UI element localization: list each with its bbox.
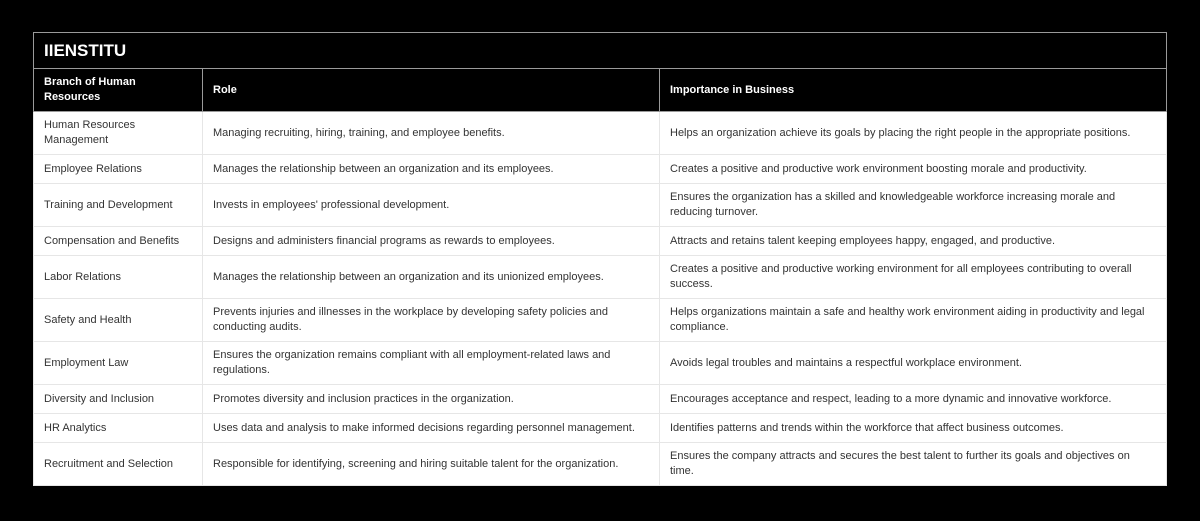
importance-cell: Attracts and retains talent keeping employees happy, engaged, and productive. — [660, 227, 1167, 256]
table-row — [34, 299, 1167, 342]
branch-cell: Employee Relations — [34, 155, 203, 184]
branch-cell: HR Analytics — [34, 414, 203, 443]
role-cell: Designs and administers financial programs as rewards to employees. — [203, 227, 660, 256]
role-cell: Ensures the organization remains compliant with all employment-related laws and regulations. — [203, 342, 660, 385]
branch-cell: Employment Law — [34, 342, 203, 385]
importance-cell: Helps an organization achieve its goals by placing the right people in the appropriate positions. — [660, 112, 1167, 155]
role-cell: Prevents injuries and illnesses in the workplace by developing safety policies and conducting audits. — [203, 299, 660, 342]
role-cell: Invests in employees' professional development. — [203, 184, 660, 227]
table-row — [34, 184, 1167, 227]
header-row — [34, 69, 1167, 112]
role-cell: Manages the relationship between an organization and its unionized employees. — [203, 256, 660, 299]
role-cell: Manages the relationship between an organization and its employees. — [203, 155, 660, 184]
column-header-importance: Importance in Business — [660, 69, 1167, 112]
column-header-branch: Branch of Human Resources — [34, 69, 203, 112]
role-cell: Responsible for identifying, screening and hiring suitable talent for the organization. — [203, 443, 660, 486]
table-title: IIENSTITU — [34, 33, 1167, 69]
role-cell: Uses data and analysis to make informed decisions regarding personnel management. — [203, 414, 660, 443]
importance-cell: Avoids legal troubles and maintains a respectful workplace environment. — [660, 342, 1167, 385]
importance-cell: Identifies patterns and trends within the workforce that affect business outcomes. — [660, 414, 1167, 443]
table-row — [34, 155, 1167, 184]
branch-cell: Training and Development — [34, 184, 203, 227]
branch-cell: Human Resources Management — [34, 112, 203, 155]
hr-branches-table — [33, 32, 1167, 486]
table-row — [34, 385, 1167, 414]
table-row — [34, 256, 1167, 299]
table-row — [34, 112, 1167, 155]
branch-cell: Recruitment and Selection — [34, 443, 203, 486]
branch-cell: Diversity and Inclusion — [34, 385, 203, 414]
importance-cell: Ensures the company attracts and secures the best talent to further its goals and objectives on time. — [660, 443, 1167, 486]
hr-branches-table-container — [33, 32, 1166, 486]
importance-cell: Helps organizations maintain a safe and healthy work environment aiding in productivity and legal compliance. — [660, 299, 1167, 342]
importance-cell: Encourages acceptance and respect, leading to a more dynamic and innovative workforce. — [660, 385, 1167, 414]
importance-cell: Ensures the organization has a skilled and knowledgeable workforce increasing morale and reducing turnover. — [660, 184, 1167, 227]
importance-cell: Creates a positive and productive work environment boosting morale and productivity. — [660, 155, 1167, 184]
table-row — [34, 227, 1167, 256]
role-cell: Managing recruiting, hiring, training, and employee benefits. — [203, 112, 660, 155]
branch-cell: Safety and Health — [34, 299, 203, 342]
branch-cell: Compensation and Benefits — [34, 227, 203, 256]
title-row — [34, 33, 1167, 69]
branch-cell: Labor Relations — [34, 256, 203, 299]
table-row — [34, 443, 1167, 486]
table-row — [34, 342, 1167, 385]
column-header-role: Role — [203, 69, 660, 112]
role-cell: Promotes diversity and inclusion practices in the organization. — [203, 385, 660, 414]
table-row — [34, 414, 1167, 443]
importance-cell: Creates a positive and productive working environment for all employees contributing to overall success. — [660, 256, 1167, 299]
